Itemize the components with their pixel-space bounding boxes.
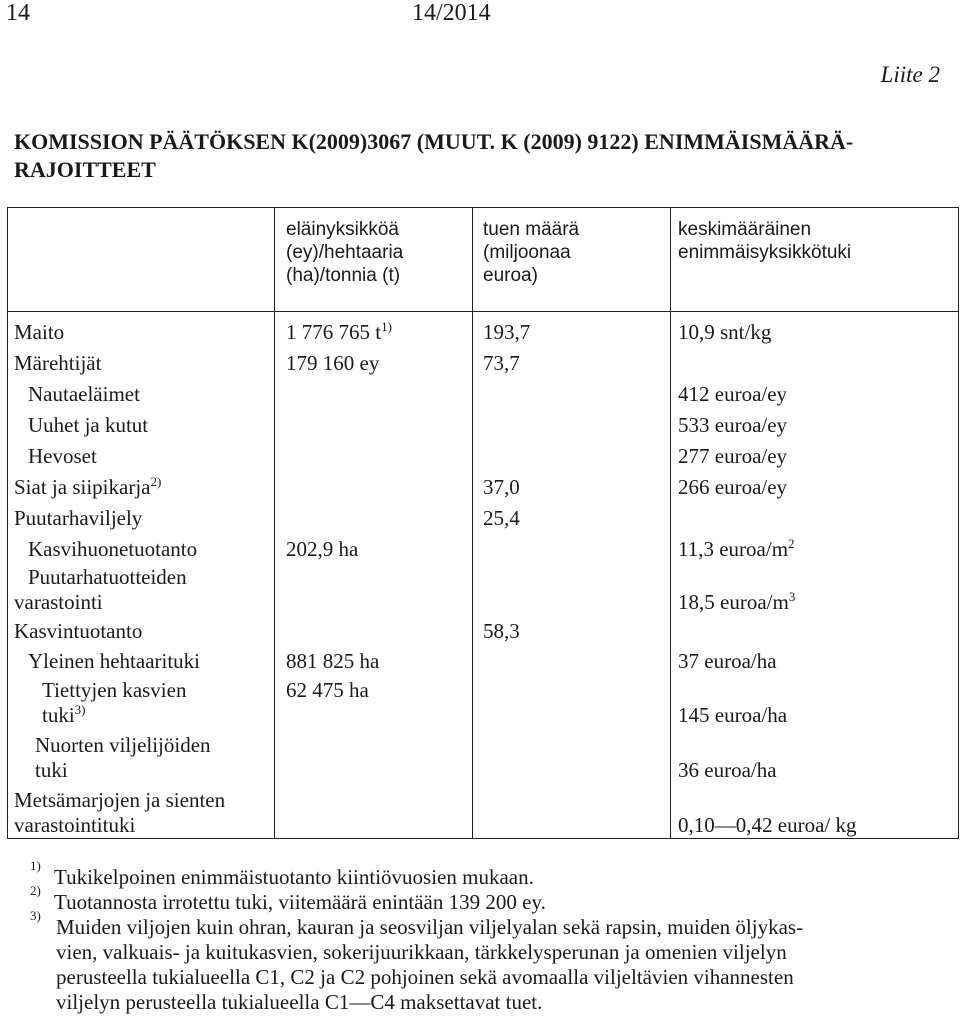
column-header-unit-aid: keskimääräinen enimmäisyksikkötuki [678, 219, 852, 263]
row-unit-aid: 37 euroa/ha [678, 649, 777, 673]
title-line-2: RAJOITTEET [14, 157, 156, 182]
row-label-continued: varastointituki [14, 813, 136, 837]
issue-number: 14/2014 [412, 0, 491, 26]
row-label: Hevoset [28, 444, 97, 468]
row-label: Uuhet ja kutut [28, 413, 149, 437]
table-divider [670, 208, 671, 838]
footnote-marker: 3) [30, 908, 41, 923]
footnote-text [56, 915, 956, 1015]
table-header-divider [8, 311, 958, 312]
row-label: Yleinen hehtaarituki [28, 649, 201, 673]
row-amount: 37,0 [483, 475, 520, 499]
limits-table [7, 207, 959, 839]
row-amount: 58,3 [483, 619, 520, 643]
footnote-line: vien, valkuais- ja kuitukasvien, sokerijuurikkaan, tärkkelysperunan ja omenien viljelyn [56, 940, 787, 964]
row-label: Kasvintuotanto [14, 619, 143, 643]
row-units: 881 825 ha [286, 649, 380, 673]
footnote-line: perusteella tukialueella C1, C2 ja C2 pohjoinen sekä avomaalla viljeltävien vihannesten [56, 965, 794, 989]
table-divider [274, 208, 275, 838]
row-label: Tiettyjen kasvien [42, 678, 187, 702]
row-unit-aid: 533 euroa/ey [678, 413, 788, 437]
row-label: Puutarhaviljely [14, 506, 143, 530]
row-units: 62 475 ha [286, 678, 369, 702]
title-line-1: KOMISSION PÄÄTÖKSEN K(2009)3067 (MUUT. K (2009) 9122) ENIMMÄISMÄÄRÄ- [14, 129, 854, 154]
row-unit-aid: 18,5 euroa/$m^3$ [678, 589, 796, 614]
row-label: Nautaeläimet [28, 382, 140, 406]
footnote-marker: 1) [30, 858, 41, 873]
row-units: 179 160 ey [286, 351, 380, 375]
row-unit-aid: 0,10—0,42 euroa/ kg [678, 813, 857, 837]
table-divider [472, 208, 473, 838]
row-label-continued: tuki$^{3)}$ [42, 702, 86, 727]
row-label: Nuorten viljelijöiden [35, 733, 211, 757]
row-unit-aid: 277 euroa/ey [678, 444, 788, 468]
footnote-text: Tukikelpoinen enimmäistuotanto kiintiövuosien mukaan. [54, 865, 534, 889]
footnote-text: Tuotannosta irrotettu tuki, viitemäärä enintään 139 200 ey. [54, 890, 546, 914]
row-units: 202,9 ha [286, 537, 359, 561]
row-label-continued: varastointi [14, 590, 103, 614]
row-units: 1 776 765 $t^{1)}$ [286, 319, 392, 344]
row-amount: 193,7 [483, 320, 531, 344]
row-label-continued: tuki [35, 758, 68, 782]
column-header-units: eläinyksikköä (ey)/hehtaaria (ha)/tonnia (t) [286, 219, 404, 286]
row-unit-aid: 36 euroa/ha [678, 758, 777, 782]
row-unit-aid: 266 euroa/ey [678, 475, 788, 499]
row-label: Kasvihuonetuotanto [28, 537, 198, 561]
row-label: Maito [14, 320, 65, 344]
column-header-amount: tuen määrä (miljoonaa euroa) [483, 219, 580, 286]
row-unit-aid: 11,3 euroa/$m^2$ [678, 536, 795, 561]
row-label: Puutarhatuotteiden [28, 565, 187, 589]
row-amount: 25,4 [483, 506, 520, 530]
row-amount: 73,7 [483, 351, 520, 375]
footnote-line: viljelyn perusteella tukialueella C1—C4 maksettavat tuet. [56, 990, 543, 1014]
row-unit-aid: 10,9 snt/kg [678, 320, 772, 344]
footnote-line: Muiden viljojen kuin ohran, kauran ja seosviljan viljelyalan sekä rapsin, muiden öljykas- [56, 915, 804, 939]
footnote-marker: 2) [30, 883, 41, 898]
annex-label: Liite 2 [880, 62, 940, 87]
row-label: Märehtijät [14, 351, 102, 375]
row-label: Siat ja siipikarja$^{2)}$ [14, 474, 162, 499]
row-unit-aid: 412 euroa/ey [678, 382, 788, 406]
page-number: 14 [6, 0, 30, 26]
row-unit-aid: 145 euroa/ha [678, 703, 788, 727]
row-label: Metsämarjojen ja sienten [14, 788, 226, 812]
document-title [14, 128, 954, 184]
